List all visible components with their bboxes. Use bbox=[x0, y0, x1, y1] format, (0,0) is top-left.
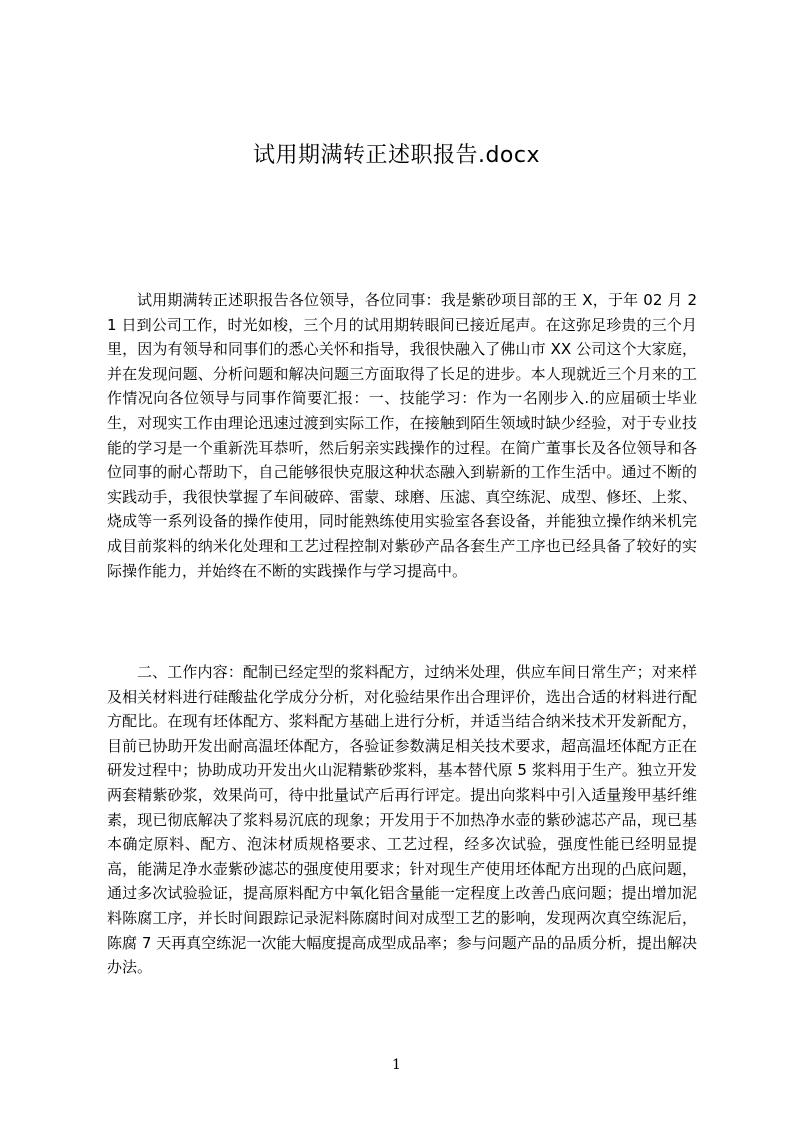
paragraph-skills-learning: 试用期满转正述职报告各位领导，各位同事：我是紫砂项目部的王 X，于年 02 月 21 日到公司工作，时光如梭，三个月的试用期转眼间已接近尾声。在这弥足珍贵的三个月里，因为有领导和同事们的悉心关怀和指导，我很快融入了佛山市 XX 公司这个大家庭，并在发现问题、分析问题和解决问题三方面取得了长足的进步。本人现就近三个月来的工作情况向各位领导与同事作简要汇报：一、技能学习：作为一名刚步入.的应届硕士毕业生，对现实工作由理论迅速过渡到实际工作，在接触到陌生领域时缺少经验，对于专业技能的学习是一个重新洗耳恭听，然后躬亲实践操作的过程。在简广董事长及各位领导和各位同事的耐心帮助下，自己能够很快克服这种状态融入到崭新的工作生活中。通过不断的实践动手，我很快掌握了车间破碎、雷蒙、球磨、压滤、真空练泥、成型、修坯、上浆、烧成等一系列设备的操作使用，同时能熟练使用实验室各套设备，并能独立操作纳米机完成目前浆料的纳米化处理和工艺过程控制对紫砂产品各套生产工序也已经具备了较好的实际操作能力，并始终在不断的实践操作与学习提高中。 bbox=[107, 291, 697, 580]
document-title: 试用期满转正述职报告.docx bbox=[252, 143, 541, 168]
page-number: 1 bbox=[392, 1057, 401, 1073]
paragraph-work-content: 二、工作内容：配制已经定型的浆料配方，过纳米处理，供应车间日常生产；对来样及相关材料进行硅酸盐化学成分分析，对化验结果作出合理评价，选出合适的材料进行配方配比。在现有坯体配方、浆料配方基础上进行分析，并适当结合纳米技术开发新配方，目前已协助开发出耐高温坯体配方，各验证参数满足相关技术要求，超高温坯体配方正在研发过程中；协助成功开发出火山泥精紫砂浆料，基本替代原 5 浆料用于生产。独立开发两套精紫砂浆，效果尚可，待中批量试产后再行评定。提出向浆料中引入适量羧甲基纤维素，现已彻底解决了浆料易沉底的现象；开发用于不加热净水壶的紫砂滤芯产品，现已基本确定原料、配方、泡沫材质规格要求、工艺过程，经多次试验，强度性能已经明显提高，能满足净水壶紫砂滤芯的强度使用要求；针对现生产使用坯体配方出现的凸底问题，通过多次试验验证，提高原料配方中氧化铝含量能一定程度上改善凸底问题；提出增加泥料陈腐工序，并长时间跟踪记录泥料陈腐时间对成型工艺的影响，发现两次真空练泥后，陈腐 7 天再真空练泥一次能大幅度提高成型成品率；参与问题产品的品质分析，提出解决办法。 bbox=[107, 663, 697, 977]
